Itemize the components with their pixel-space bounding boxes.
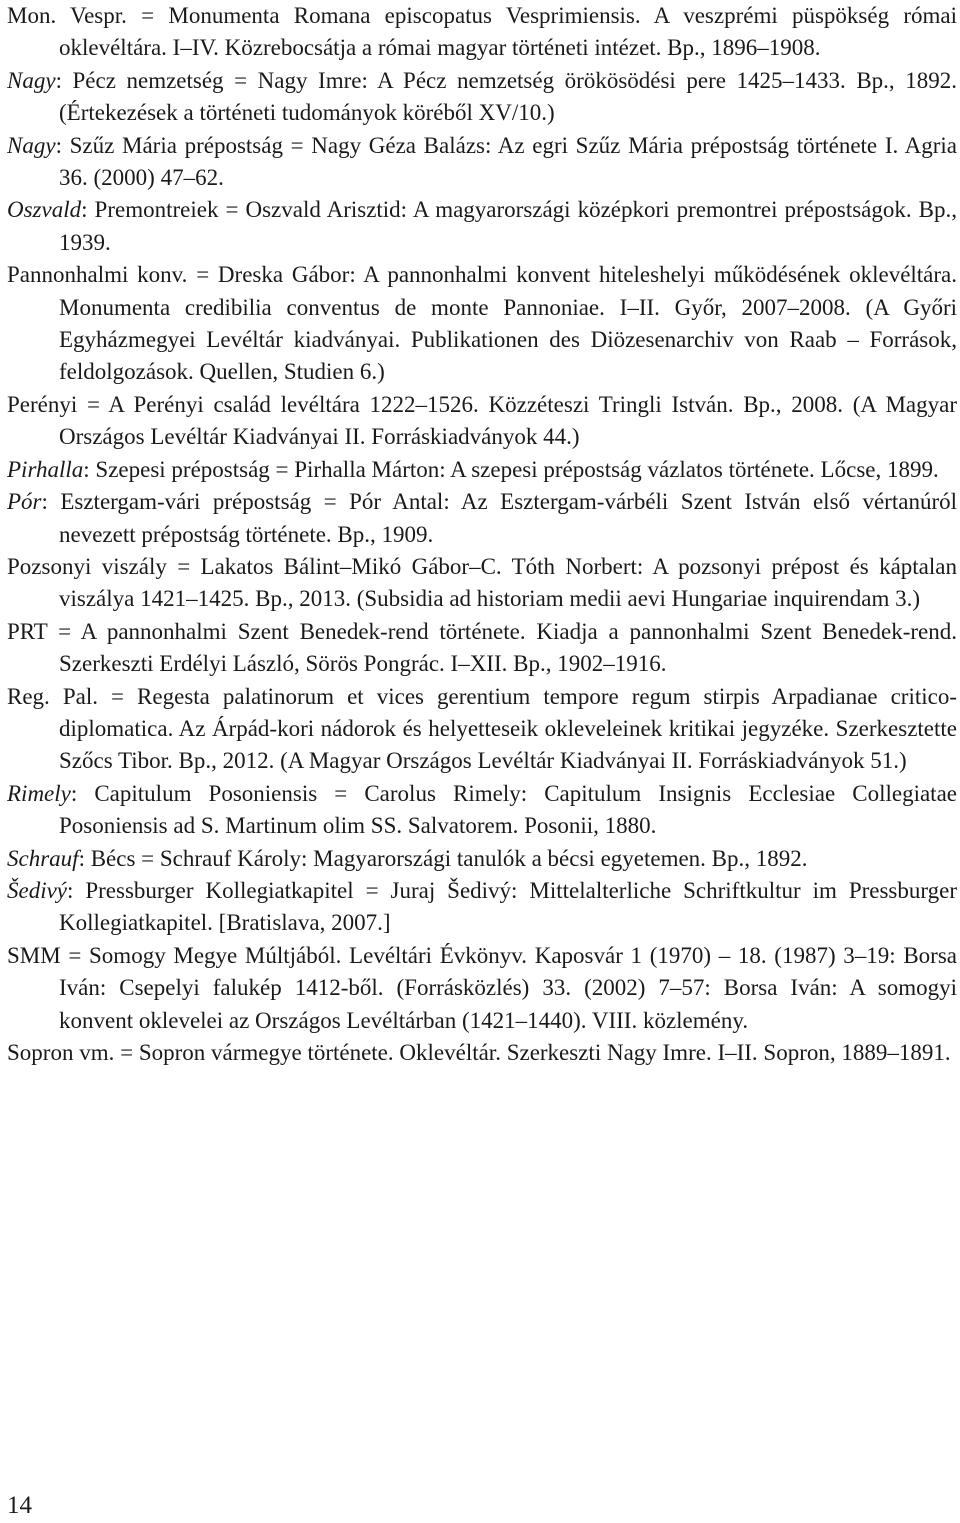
- bibliography-entry: [7, 778, 957, 843]
- bibliography-entry: [7, 389, 957, 454]
- entry-abbreviation: Rimely: [7, 780, 71, 806]
- bibliography-entry: [7, 454, 957, 486]
- entry-abbreviation: SMM: [7, 942, 61, 968]
- entry-description: : Szűz Mária prépostság = Nagy Géza Balázs: Az egri Szűz Mária prépostság története I. Agria 36. (2000) 47–62.: [55, 132, 957, 191]
- entry-abbreviation: Nagy: [7, 132, 56, 158]
- bibliography-entry: [7, 0, 957, 65]
- bibliography-entry: [7, 681, 957, 778]
- entry-abbreviation: Šedivý: [7, 877, 68, 903]
- entry-description: = A pannonhalmi Szent Benedek-rend története. Kiadja a pannonhalmi Szent Benedek-rend. Szerkeszti Erdélyi László, Sörös Pongrác. I–XII. Bp., 1902–1916.: [47, 618, 957, 677]
- entry-abbreviation: Reg. Pal.: [7, 683, 98, 709]
- entry-description: = Sopron vármegye története. Oklevéltár. Szerkeszti Nagy Imre. I–II. Sopron, 1889–1891.: [114, 1040, 951, 1065]
- entry-description: = Monumenta Romana episcopatus Vesprimiensis. A veszprémi püspökség római oklevéltára. I–IV. Közrebocsátja a római magyar történeti intézet. Bp., 1896–1908.: [59, 3, 957, 61]
- entry-description: : Szepesi prépostság = Pirhalla Márton: A szepesi prépostság vázlatos története. Lőcse, 1899.: [83, 456, 939, 482]
- entry-description: : Pécz nemzetség = Nagy Imre: A Pécz nemzetség örökösödési pere 1425–1433. Bp., 1892. (Értekezések a történeti tudományok köréből XV/10.): [55, 67, 957, 126]
- entry-abbreviation: PRT: [7, 618, 48, 644]
- bibliography-entry: [7, 843, 957, 875]
- bibliography-list: [7, 0, 957, 1069]
- bibliography-entry: [7, 875, 957, 940]
- entry-description: = A Perényi család levéltára 1222–1526. Közzéteszi Tringli István. Bp., 2008. (A Magyar Országos Levéltár Kiadványai II. Forráskiadványok 44.): [59, 391, 957, 450]
- entry-description: : Capitulum Posoniensis = Carolus Rimely: Capitulum Insignis Ecclesiae Collegiatae Posoniensis ad S. Martinum olim SS. Salvatorem. Posonii, 1880.: [59, 780, 957, 839]
- entry-description: : Premontreiek = Oszvald Arisztid: A magyarországi középkori premontrei prépostságok. Bp., 1939.: [59, 197, 957, 255]
- bibliography-entry: [7, 1037, 957, 1069]
- bibliography-entry: [7, 616, 957, 681]
- entry-description: : Esztergam-vári prépostság = Pór Antal: Az Esztergam-várbéli Szent István első vértanúról nevezett prépostság története. Bp., 1909.: [41, 489, 957, 547]
- bibliography-entry: [7, 259, 957, 389]
- bibliography-entry: [7, 551, 957, 616]
- entry-abbreviation: Oszvald: [7, 197, 82, 223]
- bibliography-entry: [7, 130, 957, 195]
- entry-description: : Pressburger Kollegiatkapitel = Juraj Šedivý: Mittelalterliche Schriftkultur im Pressburger Kollegiatkapitel. [Bratislava, 2007.]: [59, 877, 957, 936]
- entry-abbreviation: Pozsonyi viszály: [7, 553, 167, 579]
- bibliography-entry: [7, 486, 957, 551]
- entry-description: = Somogy Megye Múltjából. Levéltári Évkönyv. Kaposvár 1 (1970) – 18. (1987) 3–19: Borsa Iván: Csepelyi falukép 1412-ből. (Forrásközlés) 33. (2002) 7–57: Borsa Iván: A somogyi konvent oklevelei az Országos Levéltárban (1421–1440). VIII. közlemény.: [59, 942, 957, 1033]
- entry-abbreviation: Sopron vm.: [7, 1040, 115, 1065]
- entry-abbreviation: Perényi: [7, 391, 78, 417]
- page-number: 14: [7, 1492, 32, 1519]
- bibliography-entry: [7, 194, 957, 259]
- entry-abbreviation: Schrauf: [7, 845, 79, 871]
- entry-description: = Dreska Gábor: A pannonhalmi konvent hiteleshelyi működésének oklevéltára. Monumenta credibilia conventus de monte Pannoniae. I–II. Győr, 2007–2008. (A Győri Egyházmegyei Levéltár kiadványai. Publikationen des Diözesenarchiv von Raab – Források, feldolgozások. Quellen, Studien 6.): [59, 262, 958, 385]
- bibliography-entry: [7, 940, 957, 1037]
- entry-description: = Regesta palatinorum et vices gerentium tempore regum stirpis Arpadianae critico-diplomatica. Az Árpád-kori nádorok és helyetteseik okleveleinek kritikai jegyzéke. Szerkesztette Szőcs Tibor. Bp., 2012. (A Magyar Országos Levéltár Kiadványai II. Forráskiadványok 51.): [59, 683, 957, 774]
- entry-abbreviation: Pannonhalmi konv.: [7, 262, 188, 288]
- entry-abbreviation: Pirhalla: [7, 456, 84, 482]
- entry-description: = Lakatos Bálint–Mikó Gábor–C. Tóth Norbert: A pozsonyi prépost és káptalan viszálya 1421–1425. Bp., 2013. (Subsidia ad historiam medii aevi Hungariae inquirendam 3.): [59, 553, 957, 612]
- entry-abbreviation: Mon. Vespr.: [7, 3, 127, 28]
- entry-description: : Bécs = Schrauf Károly: Magyarországi tanulók a bécsi egyetemen. Bp., 1892.: [78, 845, 808, 871]
- entry-abbreviation: Nagy: [7, 67, 56, 93]
- entry-abbreviation: Pór: [7, 489, 42, 515]
- bibliography-entry: [7, 65, 957, 130]
